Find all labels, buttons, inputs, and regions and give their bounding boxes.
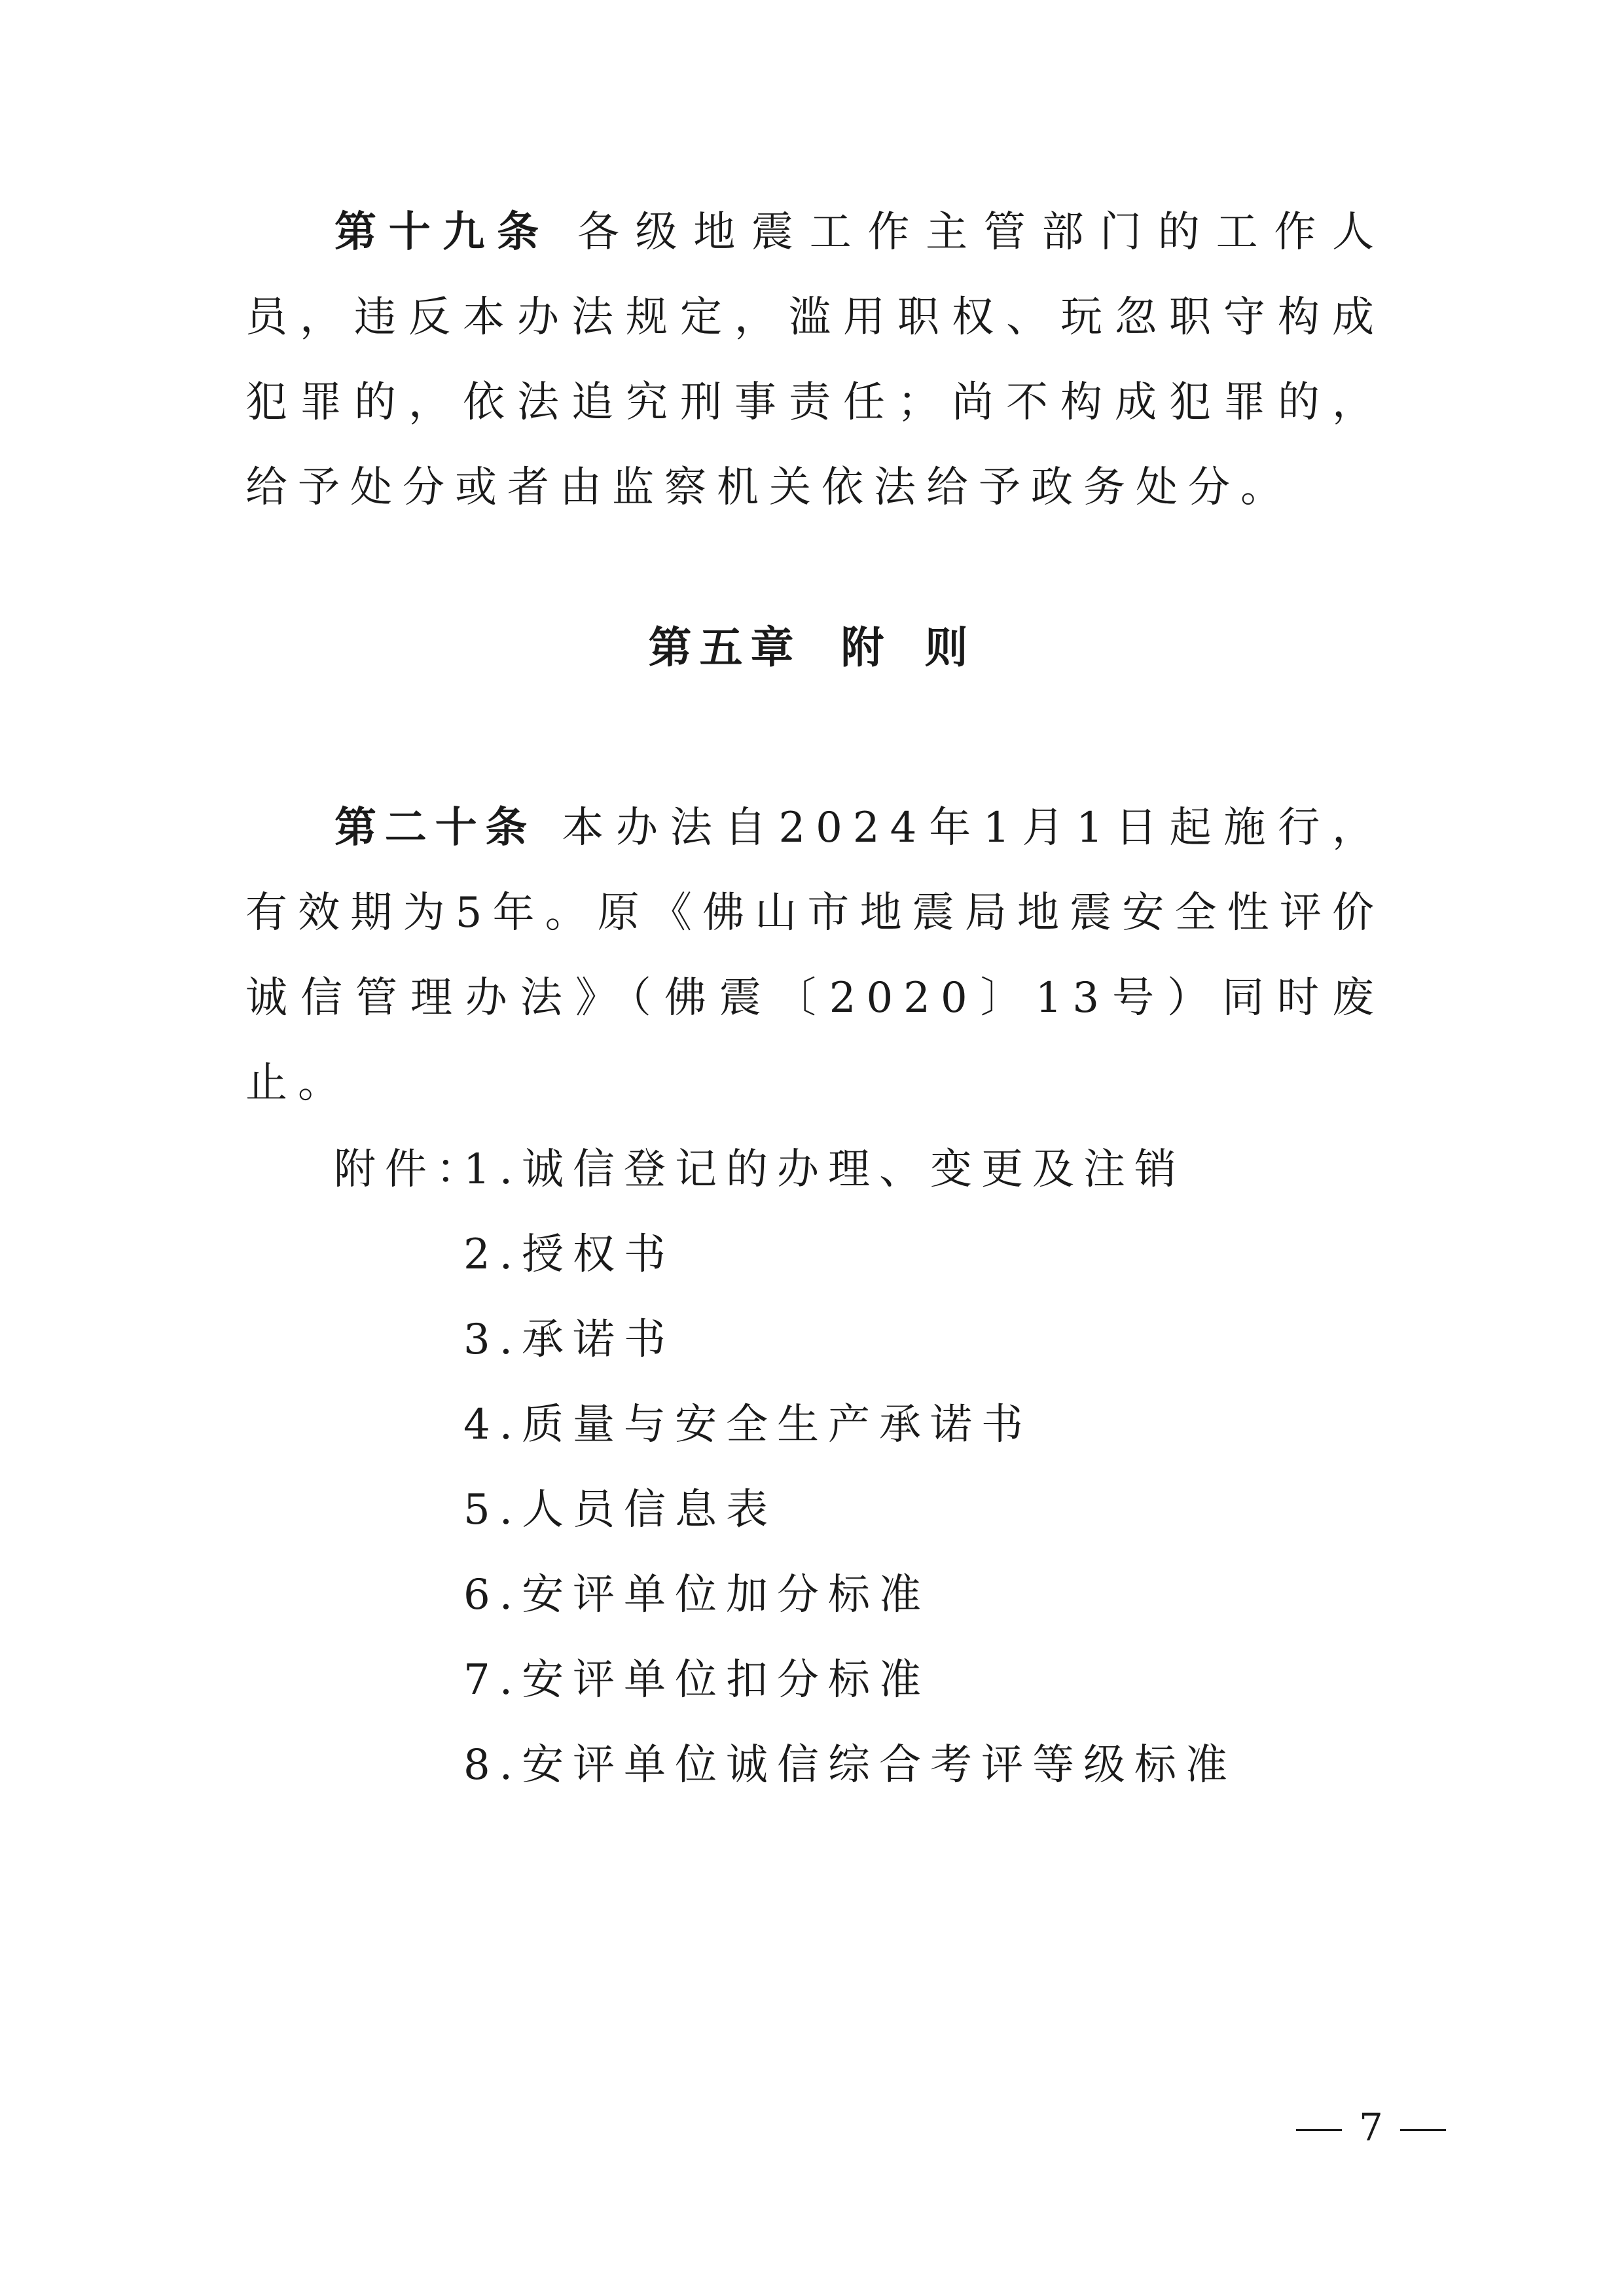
page-number-dash-left	[1296, 2129, 1342, 2131]
attachment-item-1: 1.诚信登记的办理、变更及注销	[463, 1145, 1186, 1194]
attachment-item-7: 7.安评单位扣分标准	[463, 1656, 931, 1704]
chapter-5-prefix: 第五章	[648, 622, 802, 673]
attachment-item-6: 6.安评单位加分标准	[463, 1571, 931, 1619]
attachment-item-8: 8.安评单位诚信综合考评等级标准	[463, 1741, 1237, 1789]
article-19	[245, 190, 1384, 530]
attachments-list	[463, 1127, 1236, 1808]
article-20	[245, 785, 1384, 1126]
chapter-5-char2: 则	[924, 622, 976, 673]
page-number	[0, 2101, 1624, 2153]
attachment-item-4: 4.质量与安全生产承诺书	[463, 1401, 1033, 1449]
chapter-5-char1: 附	[840, 622, 892, 673]
attachment-item-2: 2.授权书	[463, 1230, 676, 1279]
chapter-5-heading	[0, 613, 1624, 675]
article-19-number: 第十九条	[334, 208, 551, 257]
attachment-item-5: 5.人员信息表	[463, 1486, 778, 1534]
page-number-value: 7	[1359, 2105, 1383, 2149]
article-20-number: 第二十条	[334, 804, 536, 852]
attachments-label: 附件：	[334, 1145, 487, 1194]
article-19-text: 各级地震工作主管部门的工作人员，违反本办法规定，滥用职权、玩忽职守构成犯罪的，依法追究刑事责任；尚不构成犯罪的，给予处分或者由监察机关依法给予政务处分。	[245, 208, 1385, 512]
attachment-item-3: 3.承诺书	[463, 1316, 676, 1364]
page-number-dash-right	[1400, 2129, 1446, 2131]
article-20-text: 本办法自2024年1月1日起施行，有效期为5年。原《佛山市地震局地震安全性评价诚信管理办法》（佛震〔2020〕13号）同时废止。	[245, 804, 1385, 1107]
